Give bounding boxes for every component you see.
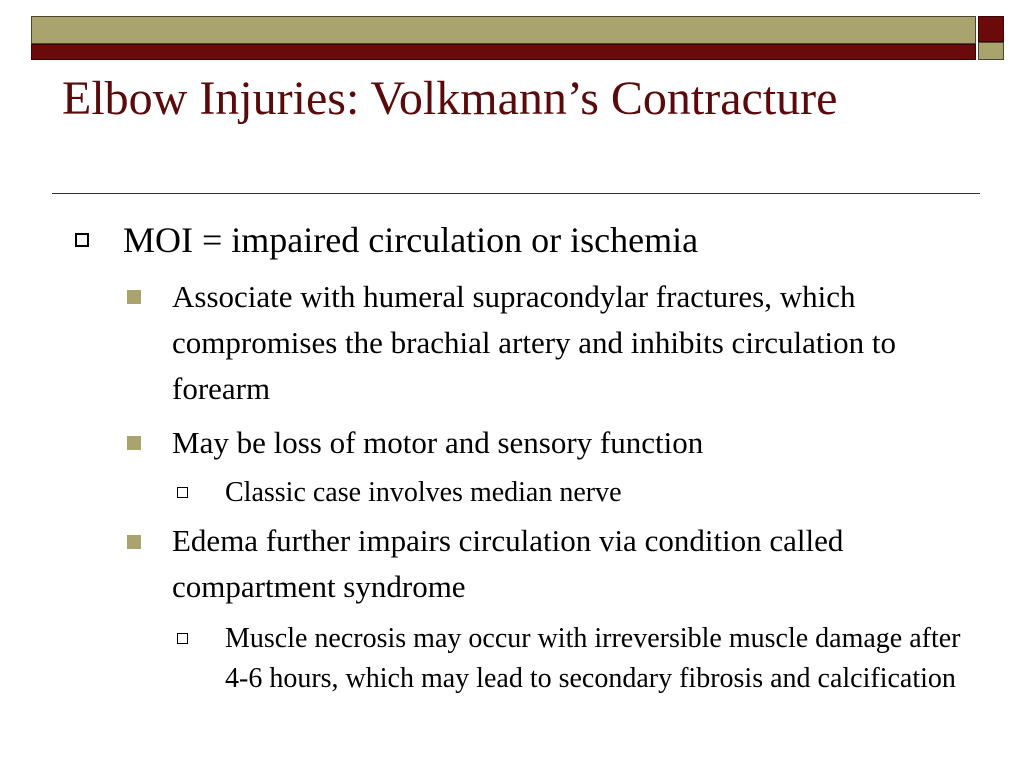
filled-square-bullet-icon bbox=[127, 290, 141, 304]
bullet-associate: Associate with humeral supracondylar fractures, which compromises the brachial artery and inhibits circulation to forearm bbox=[172, 279, 896, 406]
slide-title: Elbow Injuries: Volkmann’s Contracture bbox=[62, 72, 838, 125]
filled-square-bullet-icon bbox=[127, 535, 141, 549]
bullet-median: Classic case involves median nerve bbox=[225, 477, 622, 508]
hollow-square-bullet-icon bbox=[75, 233, 89, 247]
bullet-motor: May be loss of motor and sensory function bbox=[172, 425, 704, 460]
bullet-necrosis: Muscle necrosis may occur with irreversible muscle damage after 4-6 hours, which may lead to secondary fibrosis and calcification bbox=[225, 623, 961, 694]
filled-square-bullet-icon bbox=[127, 436, 141, 450]
hollow-square-bullet-icon bbox=[177, 487, 188, 498]
bullet-edema: Edema further impairs circulation via condition called compartment syndrome bbox=[172, 523, 844, 604]
bullet-moi: MOI = impaired circulation or ischemia bbox=[123, 220, 699, 260]
hollow-square-bullet-icon bbox=[177, 633, 188, 644]
